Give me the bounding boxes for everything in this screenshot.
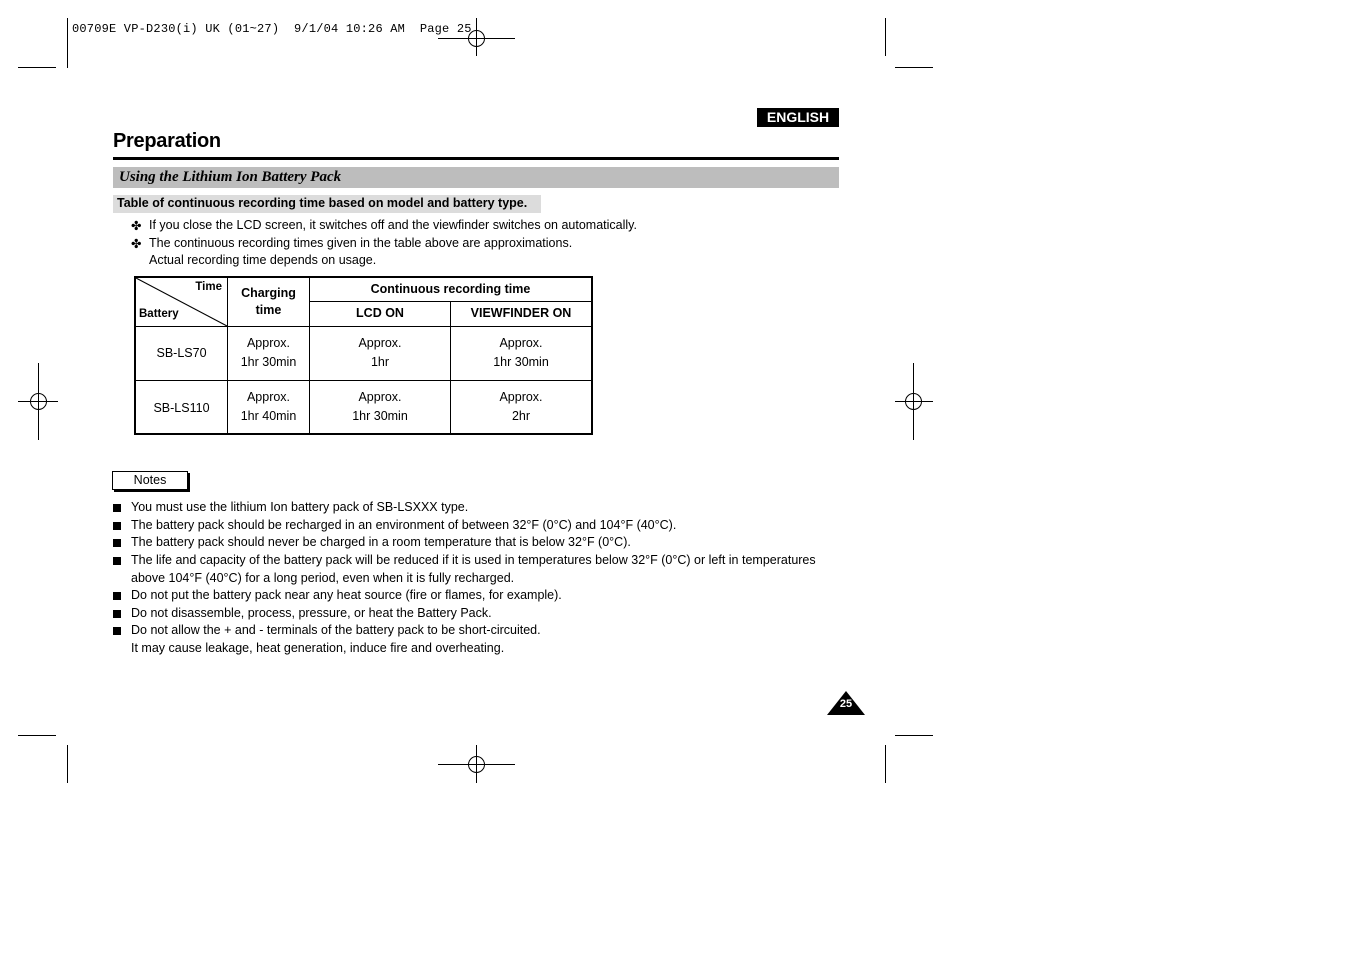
charging-header-line2: time — [255, 303, 282, 317]
recording-time-table — [134, 276, 593, 435]
intro-bullet-icon: ✤ — [131, 219, 142, 233]
lcd-cell-line2: 1hr 30min — [352, 409, 408, 423]
intro-note-1: If you close the LCD screen, it switches off and the viewfinder switches on automatically. — [149, 218, 637, 232]
note-item: Do not disassemble, process, pressure, or heat the Battery Pack. — [131, 606, 492, 620]
charge-cell-line1: Approx. — [246, 336, 291, 350]
battery-cell: SB-LS70 — [156, 346, 207, 360]
title-rule — [113, 157, 839, 160]
charge-cell-line2: 1hr 30min — [240, 355, 297, 369]
corner-time-label: Time — [195, 281, 222, 293]
table-caption: Table of continuous recording time based on model and battery type. — [117, 196, 528, 210]
charge-cell-line2: 1hr 40min — [240, 409, 297, 423]
note-item: Do not allow the + and - terminals of the battery pack to be short-circuited. — [131, 623, 541, 637]
intro-bullet-icon: ✤ — [131, 237, 142, 251]
note-item: You must use the lithium Ion battery pack of SB-LSXXX type. — [131, 500, 469, 514]
notes-label: Notes — [112, 471, 188, 490]
lcd-cell-line1: Approx. — [358, 336, 402, 350]
charging-header-line1: Charging — [241, 286, 296, 300]
lcd-cell-line1: Approx. — [358, 390, 402, 404]
page-number: 25 — [839, 698, 853, 710]
note-item: The battery pack should never be charged in a room temperature that is below 32°F (0°C). — [131, 535, 631, 549]
vf-cell-line1: Approx. — [499, 390, 543, 404]
subsection-title: Using the Lithium Ion Battery Pack — [119, 169, 342, 185]
note-item: The battery pack should be recharged in an environment of between 32°F (0°C) and 104°F (40°C). — [131, 518, 677, 532]
intro-note-3: Actual recording time depends on usage. — [149, 253, 377, 267]
vf-cell-line1: Approx. — [499, 336, 543, 350]
note-item: The life and capacity of the battery pack will be reduced if it is used in temperatures below 32°F (0°C) or left in temperatures — [131, 553, 816, 567]
bullet-icon — [113, 522, 121, 530]
note-item-continued: It may cause leakage, heat generation, induce fire and overheating. — [131, 641, 505, 655]
bullet-icon — [113, 592, 121, 600]
bullet-icon — [113, 504, 121, 512]
continuous-header: Continuous recording time — [370, 282, 531, 296]
charge-cell-line1: Approx. — [246, 390, 291, 404]
page-title: Preparation — [113, 130, 221, 152]
corner-battery-label: Battery — [139, 308, 179, 320]
bullet-icon — [113, 627, 121, 635]
bullet-icon — [113, 539, 121, 547]
language-badge: ENGLISH — [757, 108, 839, 127]
note-item-continued: above 104°F (40°C) for a long period, even when it is fully recharged. — [131, 571, 515, 585]
battery-cell: SB-LS110 — [153, 401, 210, 415]
vf-cell-line2: 2hr — [511, 409, 531, 423]
bullet-icon — [113, 610, 121, 618]
vf-cell-line2: 1hr 30min — [493, 355, 549, 369]
note-item: Do not put the battery pack near any heat source (fire or flames, for example). — [131, 588, 562, 602]
lcd-on-header: LCD ON — [356, 306, 404, 320]
bullet-icon — [113, 557, 121, 565]
viewfinder-on-header: VIEWFINDER ON — [470, 306, 572, 320]
intro-note-2: The continuous recording times given in the table above are approximations. — [149, 236, 573, 250]
lcd-cell-line2: 1hr — [370, 355, 390, 369]
print-slug: 00709E VP-D230(i) UK (01~27) 9/1/04 10:26 AM Page 25 — [72, 22, 472, 36]
